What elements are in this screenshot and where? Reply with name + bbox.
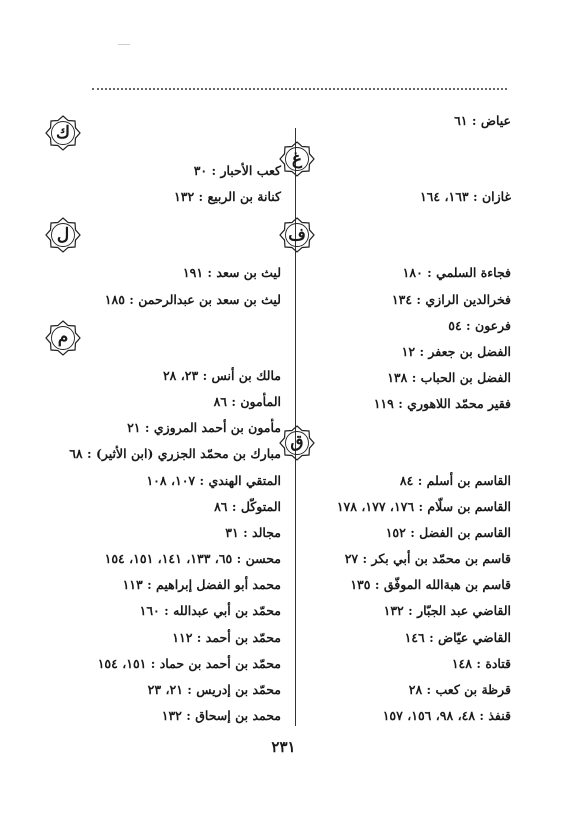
index-entry: مالك بن أنس : ٢٣، ٢٨	[162, 367, 281, 383]
letter-badge-icon	[279, 217, 315, 253]
index-entry: محسن : ٦٥، ١٣٣، ١٤١، ١٥١، ١٥٤	[104, 551, 281, 567]
index-entry: محمد بن إسحاق : ١٣٢	[161, 708, 281, 724]
index-entry: الفضل بن الحباب : ١٣٨	[387, 370, 511, 386]
section-letter	[45, 313, 271, 363]
letter-badge-icon	[45, 217, 81, 253]
index-entry: القاسم بن سلّام : ١٧٦، ١٧٧، ١٧٨	[336, 498, 511, 514]
index-entry: محمّد بن أحمد : ١١٢	[172, 629, 281, 645]
index-entry: ليث بن سعد : ١٩١	[182, 265, 281, 281]
index-entry: الفضل بن جعفر : ١٢	[401, 343, 511, 359]
letter-badge-icon	[279, 141, 315, 177]
index-entry: قرظة بن كعب : ٢٨	[408, 682, 511, 697]
letter-badge-icon	[45, 320, 81, 356]
letter-badge-icon	[45, 115, 81, 151]
index-entry: محمّد بن أحمد بن حماد : ١٥١، ١٥٤	[97, 655, 281, 671]
page-number: ٢٣١	[271, 738, 296, 756]
index-entry: عياض : ٦١	[454, 113, 511, 128]
index-entry: القاسم بن أسلم : ٨٤	[399, 472, 511, 488]
index-entry: القاسم بن الفضل : ١٥٢	[385, 524, 511, 540]
index-entry: مبارك بن محمّد الجزري (ابن الأثير) : ٦٨	[69, 446, 281, 462]
index-entry: فقير محمّد اللاهوري : ١١٩	[373, 396, 511, 412]
index-entry: المتقي الهندي : ١٠٧، ١٠٨	[146, 472, 281, 488]
index-column-right	[279, 108, 511, 729]
index-entry: كعب الأحبار : ٣٠	[193, 163, 281, 178]
stray-mark	[118, 44, 130, 45]
index-entry: المتوكّل : ٨٦	[214, 498, 281, 514]
index-entry: المأمون : ٨٦	[213, 393, 281, 409]
index-entry: كنانة بن الربيع : ١٣٢	[174, 189, 281, 205]
index-entry: قاسم بن هبةالله الموفّق : ١٣٥	[350, 577, 511, 593]
index-entry: قنفذ : ٤٨، ٩٨، ١٥٦، ١٥٧	[382, 708, 511, 724]
section-letter-label: ف	[288, 224, 306, 245]
dotted-header-rule	[92, 88, 507, 90]
section-letter	[279, 418, 501, 468]
index-entry: مجالد : ٣١	[225, 524, 281, 540]
index-column-left	[45, 108, 281, 729]
index-entry: محمّد بن أبي عبدالله : ١٦٠	[139, 603, 281, 619]
index-entry: قتادة : ١٤٨	[451, 655, 511, 671]
index-entry: فجاءة السلمي : ١٨٠	[402, 265, 511, 281]
letter-badge-icon	[279, 425, 315, 461]
index-entry: القاضي عيّاض : ١٤٦	[404, 629, 511, 645]
section-letter	[45, 210, 271, 260]
section-letter-label: غ	[291, 148, 303, 169]
section-letter-label: ق	[290, 432, 304, 452]
section-letter	[279, 210, 501, 260]
section-letter-label: ل	[56, 224, 70, 245]
index-entry: غازان : ١٦٣، ١٦٤	[419, 189, 511, 205]
section-letter-label: م	[57, 327, 69, 348]
index-entry: ليث بن سعد بن عبدالرحمن : ١٨٥	[104, 291, 281, 307]
section-letter	[279, 134, 501, 184]
index-entry: فرعون : ٥٤	[448, 317, 511, 333]
index-entry: محمد أبو الفضل إبراهيم : ١١٣	[122, 577, 281, 593]
index-entry: مأمون بن أحمد المروزي : ٢١	[127, 420, 281, 436]
index-entry: القاضي عبد الجبّار : ١٣٢	[383, 603, 511, 619]
section-letter	[45, 108, 271, 158]
index-entry: فخرالدين الرازي : ١٣٤	[391, 291, 511, 307]
index-entry: قاسم بن محمّد بن أبي بكر : ٢٧	[344, 551, 511, 567]
section-letter-label: ك	[56, 122, 71, 143]
index-entry: محمّد بن إدريس : ٢١، ٢٣	[147, 682, 281, 697]
